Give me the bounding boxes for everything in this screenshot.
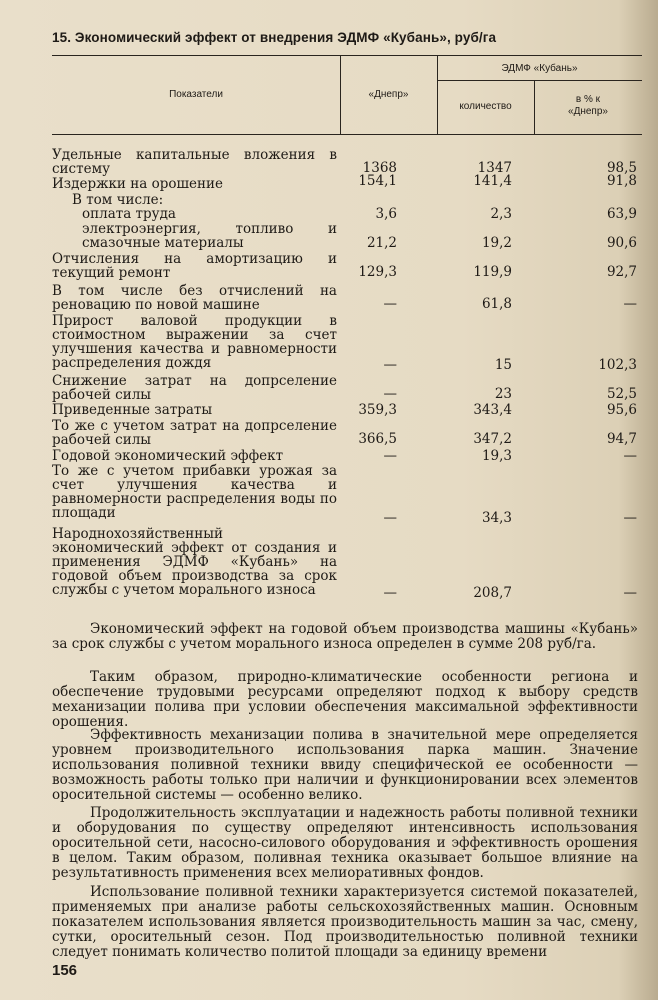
row-label: Народнохозяйственный экономический эффект от создания и применения ЭДМФ «Кубань» на годовой объем производства за срок службы с учетом морального износа — [52, 526, 337, 598]
table-row — [52, 148, 642, 176]
cell-percent: — — [623, 296, 637, 312]
cell-percent: 91,8 — [606, 173, 637, 189]
table-row — [52, 463, 642, 526]
paragraph: Эффективность механизации полива в значительной мере определяется уровнем производительного использования парка машин. Значение использования поливной техники ввиду специфической ее особенности — возможность работы только при наличии и функционировании всех элементов оросительной системы — особенно велико. — [52, 727, 638, 803]
row-label: Удельные капитальные вложения в систему — [52, 147, 337, 177]
cell-percent: 98,5 — [606, 160, 637, 176]
table-caption: 15. Экономический эффект от внедрения ЭДМФ «Кубань», руб/га — [52, 30, 497, 45]
cell-kuban: 19,3 — [481, 448, 512, 464]
paragraph: Использование поливной техники характеризуется системой показателей, применяемых при анализе работы сельскохозяйственных машин. Основным показателем использования является производительность машин за час, смену, сутки, оросительный сезон. Под производительностью поливной техники следует понимать количество политой площади за единицу времени — [52, 884, 638, 960]
table-row — [52, 419, 642, 447]
table-row — [52, 449, 642, 463]
table-row — [52, 284, 642, 312]
row-label: Прирост валовой продукции в стоимостном выражении за счет улучшения качества и равномерности распределения дождя — [52, 313, 337, 371]
table-row — [52, 207, 642, 221]
table-top-rule — [52, 55, 642, 56]
cell-dnepr: 154,1 — [358, 173, 397, 189]
paragraph: Таким образом, природно-климатические особенности региона и обеспечение трудовыми ресурсами определяют подход к выбору средств механизации полива при условии обеспечения максимальной эффективности орошения. — [52, 669, 638, 730]
cell-percent: 92,7 — [606, 264, 637, 280]
cell-percent: 63,9 — [606, 206, 637, 222]
cell-percent: 102,3 — [598, 357, 637, 373]
cell-kuban: 34,3 — [481, 510, 512, 526]
cell-dnepr: 3,6 — [375, 206, 397, 222]
row-label: Приведенные затраты — [52, 402, 213, 418]
table-row — [52, 252, 642, 280]
row-label: То же с учетом прибавки урожая за счет улучшения качества и равномерности распределения воды по площади — [52, 463, 337, 521]
cell-dnepr: 129,3 — [358, 264, 397, 280]
cell-percent: 52,5 — [606, 386, 637, 402]
cell-percent: 90,6 — [606, 235, 637, 251]
cell-kuban: 15 — [494, 357, 512, 373]
cell-dnepr: 359,3 — [358, 402, 397, 418]
cell-kuban: 119,9 — [473, 264, 512, 280]
row-label: Снижение затрат на допрселение рабочей силы — [52, 373, 337, 403]
cell-dnepr: — — [383, 448, 397, 464]
cell-percent: 94,7 — [606, 431, 637, 447]
cell-kuban: 347,2 — [473, 431, 512, 447]
row-label: Отчисления на амортизацию и текущий ремонт — [52, 251, 337, 281]
header-subgroup-rule — [437, 80, 642, 81]
cell-dnepr: 366,5 — [358, 431, 397, 447]
header-percent-line1: в % к — [575, 94, 601, 105]
cell-percent: — — [623, 510, 637, 526]
cell-kuban: 1347 — [477, 160, 512, 176]
cell-dnepr: — — [383, 296, 397, 312]
cell-dnepr: — — [383, 585, 397, 601]
table-row — [52, 193, 642, 207]
cell-dnepr: 1368 — [362, 160, 397, 176]
cell-kuban: 19,2 — [481, 235, 512, 251]
row-label: То же с учетом затрат на допрселение рабочей силы — [52, 418, 337, 448]
paragraph: Продолжительность эксплуатации и надежность работы поливной техники и оборудования по существу определяют интенсивность использования оросительной сети, насосно-силового оборудования и эффективность орошения в целом. Таким образом, поливная техника оказывает большое влияние на результативность применения всех мелиоративных фондов. — [52, 805, 638, 881]
cell-dnepr: 21,2 — [366, 235, 397, 251]
table-row — [52, 173, 642, 192]
cell-kuban: 208,7 — [473, 585, 512, 601]
cell-kuban: 343,4 — [473, 402, 512, 418]
page-number: 156 — [52, 962, 78, 979]
header-dnepr: «Днепр» — [368, 89, 409, 100]
table-row — [52, 222, 642, 250]
row-label: оплата труда — [82, 206, 176, 222]
row-label: Издержки на орошение — [52, 176, 223, 192]
cell-kuban: 141,4 — [473, 173, 512, 189]
row-label: электроэнергия, топливо и смазочные материалы — [82, 221, 337, 251]
header-kuban-group: ЭДМФ «Кубань» — [501, 63, 578, 74]
cell-kuban: 2,3 — [490, 206, 512, 222]
header-bottom-rule — [52, 134, 642, 135]
cell-dnepr: — — [383, 386, 397, 402]
cell-kuban: 23 — [494, 386, 512, 402]
table-row — [52, 374, 642, 402]
row-label: Годовой экономический эффект — [52, 448, 284, 464]
cell-percent: 95,6 — [606, 402, 637, 418]
cell-kuban: 61,8 — [481, 296, 512, 312]
header-quantity: количество — [459, 101, 512, 112]
table-row — [52, 527, 642, 599]
table-row — [52, 314, 642, 372]
cell-dnepr: — — [383, 510, 397, 526]
header-percent-line2: «Днепр» — [568, 106, 608, 117]
cell-percent: — — [623, 585, 637, 601]
cell-dnepr: — — [383, 357, 397, 373]
header-indicators: Показатели — [169, 89, 223, 100]
table-row — [52, 403, 642, 417]
cell-percent: — — [623, 448, 637, 464]
row-label: В том числе без отчислений на реновацию по новой машине — [52, 283, 337, 313]
paragraph: Экономический эффект на годовой объем производства машины «Кубань» за срок службы с учетом морального износа определен в сумме 208 руб/га. — [52, 621, 638, 652]
row-label: В том числе: — [72, 192, 164, 208]
